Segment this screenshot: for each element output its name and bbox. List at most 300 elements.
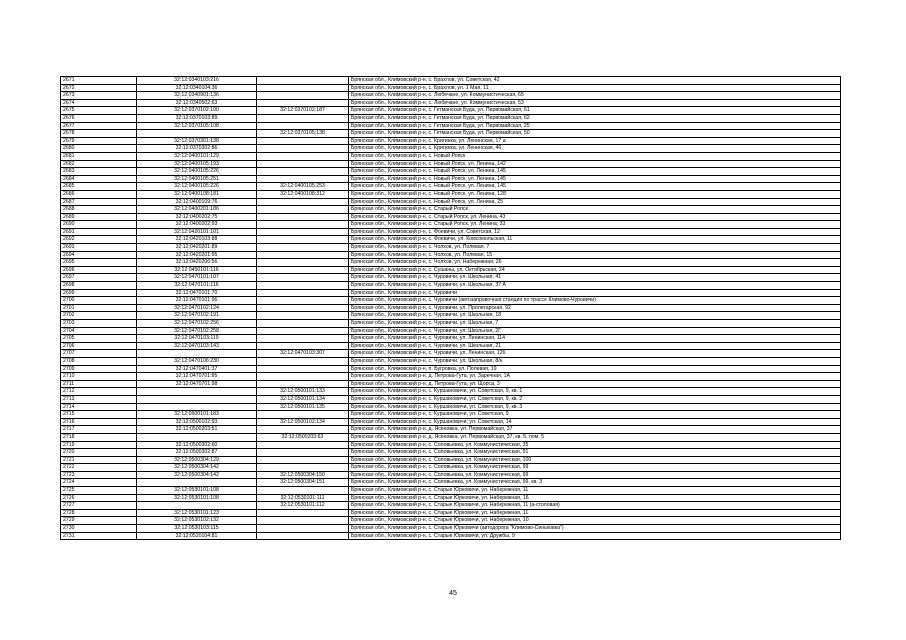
- cadastral-number-cell: 32:12:0400108:181: [137, 190, 257, 198]
- page-number: 45: [449, 590, 457, 597]
- row-number-cell: 2727: [61, 502, 137, 510]
- address-cell: Брянская обл., Климовский р-н, с. Куршановичи, ул. Советская, 9: [349, 411, 841, 419]
- cadastral-number-cell: 32:12:0400105:226: [137, 183, 257, 191]
- row-number-cell: 2683: [61, 168, 137, 176]
- address-cell: Брянская обл., Климовский р-н, с. Старые Юрковичи, ул. Набережная, 10: [349, 517, 841, 525]
- address-cell: Брянская обл., Климовский р-н, с. Соловьевка, ул. Коммунистическая, 91: [349, 449, 841, 457]
- row-number-cell: 2723: [61, 471, 137, 479]
- table-row: [61, 221, 841, 229]
- related-cadastral-number-cell: 32:12:0500101:133: [257, 388, 349, 396]
- table-row: [61, 532, 841, 540]
- cadastral-number-cell: [137, 479, 257, 487]
- row-number-cell: 2725: [61, 487, 137, 495]
- related-cadastral-number-cell: [257, 92, 349, 100]
- table-row: [61, 403, 841, 411]
- cadastral-number-cell: 32:12:0370102:100: [137, 107, 257, 115]
- related-cadastral-number-cell: 32:12:0400108:312: [257, 190, 349, 198]
- table-row: [61, 84, 841, 92]
- row-number-cell: 2679: [61, 137, 137, 145]
- table-row: [61, 426, 841, 434]
- row-number-cell: 2692: [61, 236, 137, 244]
- address-cell: Брянская обл., Климовский р-н, с. Соловьевка, ул. Коммунистическая, 35: [349, 441, 841, 449]
- table-row: [61, 137, 841, 145]
- related-cadastral-number-cell: [257, 449, 349, 457]
- cadastral-number-cell: 32:12:0400202:75: [137, 213, 257, 221]
- related-cadastral-number-cell: [257, 517, 349, 525]
- row-number-cell: 2694: [61, 251, 137, 259]
- cadastral-number-cell: 32:12:0400109:76: [137, 198, 257, 206]
- related-cadastral-number-cell: [257, 509, 349, 517]
- row-number-cell: 2690: [61, 221, 137, 229]
- related-cadastral-number-cell: 32:12:0400105:253: [257, 183, 349, 191]
- cadastral-number-cell: 32:12:0370105:108: [137, 122, 257, 130]
- related-cadastral-number-cell: [257, 441, 349, 449]
- row-number-cell: 2710: [61, 373, 137, 381]
- table-row: [61, 335, 841, 343]
- table-row: [61, 130, 841, 138]
- related-cadastral-number-cell: 32:12:0500203:63: [257, 433, 349, 441]
- table-row: [61, 92, 841, 100]
- table-row: [61, 365, 841, 373]
- address-cell: Брянская обл., Климовский р-н, с. Соловьевка, ул. Коммунистическая, 99: [349, 471, 841, 479]
- table-row: [61, 327, 841, 335]
- cadastral-number-cell: 32:12:0470102:256: [137, 320, 257, 328]
- row-number-cell: 2711: [61, 380, 137, 388]
- cadastral-number-cell: 32:12:0470401:37: [137, 365, 257, 373]
- table-row: [61, 380, 841, 388]
- related-cadastral-number-cell: [257, 335, 349, 343]
- cadastral-number-cell: 32:12:0500304:142: [137, 464, 257, 472]
- cadastral-number-cell: 32:12:0500102:93: [137, 418, 257, 426]
- related-cadastral-number-cell: [257, 342, 349, 350]
- address-cell: Брянская обл., Климовский р-н, с. Чуровичи, ул. Школьная, 2Г: [349, 327, 841, 335]
- row-number-cell: 2728: [61, 509, 137, 517]
- address-cell: Брянская обл., Климовский р-н, с. Чуровичи, ул. Пролетарская, 92: [349, 304, 841, 312]
- address-cell: Брянская обл., Климовский р-н, с. Старые Юрковичи, ул. Набережная, 11: [349, 509, 841, 517]
- cadastral-number-cell: [137, 388, 257, 396]
- address-cell: Брянская обл., Климовский р-н, с. Новый Ропск, ул. Ленина, 25: [349, 198, 841, 206]
- cadastral-number-cell: 32:12:0400202:93: [137, 221, 257, 229]
- cadastral-number-cell: 32:12:0470103:119: [137, 335, 257, 343]
- row-number-cell: 2701: [61, 304, 137, 312]
- address-cell: Брянская обл., Климовский р-н, с. Старые Юрковичи, ул. Набережная, 11 (а-столовая): [349, 502, 841, 510]
- address-cell: Брянская обл., Климовский р-н, с. Чуровичи, ул. Школьная, 7: [349, 320, 841, 328]
- address-cell: Брянская обл., Климовский р-н, с. Куршановичи, ул. Советская, 14: [349, 418, 841, 426]
- related-cadastral-number-cell: [257, 213, 349, 221]
- table-row: [61, 282, 841, 290]
- row-number-cell: 2708: [61, 357, 137, 365]
- row-number-cell: 2704: [61, 327, 137, 335]
- row-number-cell: 2702: [61, 312, 137, 320]
- row-number-cell: 2674: [61, 99, 137, 107]
- cadastral-number-cell: 32:12:0470701:95: [137, 373, 257, 381]
- row-number-cell: 2680: [61, 145, 137, 153]
- related-cadastral-number-cell: [257, 312, 349, 320]
- related-cadastral-number-cell: [257, 84, 349, 92]
- table-row: [61, 289, 841, 297]
- related-cadastral-number-cell: [257, 373, 349, 381]
- table-row: [61, 479, 841, 487]
- cadastral-number-cell: 32:12:0420201:95: [137, 251, 257, 259]
- address-cell: Брянская обл., Климовский р-н, с. Гетманская Буда, ул. Первомайская, 50: [349, 130, 841, 138]
- row-number-cell: 2721: [61, 456, 137, 464]
- row-number-cell: 2712: [61, 388, 137, 396]
- address-cell: Брянская обл., Климовский р-н, с. Старый Ропск, ул. Ленина, 43: [349, 213, 841, 221]
- row-number-cell: 2688: [61, 206, 137, 214]
- related-cadastral-number-cell: [257, 411, 349, 419]
- cadastral-number-cell: 32:12:0500101:183: [137, 411, 257, 419]
- row-number-cell: 2715: [61, 411, 137, 419]
- row-number-cell: 2693: [61, 244, 137, 252]
- cadastral-number-cell: 32:12:0470101:116: [137, 282, 257, 290]
- table-row: [61, 77, 841, 85]
- related-cadastral-number-cell: 32:12:0470103:307: [257, 350, 349, 358]
- related-cadastral-number-cell: 32:12:0370102:187: [257, 107, 349, 115]
- table-row: [61, 259, 841, 267]
- cadastral-number-cell: 32:12:0470701:98: [137, 380, 257, 388]
- table-row: [61, 198, 841, 206]
- table-row: [61, 122, 841, 130]
- row-number-cell: 2720: [61, 449, 137, 457]
- address-cell: Брянская обл., Климовский р-н, с. Старые Юрковичи (автодорога "Климово-Сеньковка"): [349, 525, 841, 533]
- cadastral-number-cell: 32:12:0500304:129: [137, 456, 257, 464]
- row-number-cell: 2675: [61, 107, 137, 115]
- cadastral-number-cell: 32:12:0370302:86: [137, 145, 257, 153]
- cadastral-number-cell: 32:12:0400105:193: [137, 160, 257, 168]
- row-number-cell: 2729: [61, 517, 137, 525]
- table-row: [61, 304, 841, 312]
- address-cell: Брянская обл., Климовский р-н, д. Петрова-Гута, ул. Заречная, 1А: [349, 373, 841, 381]
- table-row: [61, 183, 841, 191]
- address-cell: Брянская обл., Климовский р-н, с. Старый Ропск: [349, 206, 841, 214]
- address-cell: Брянская обл., Климовский р-н, с. Чолхов, ул. Набережная, 26: [349, 259, 841, 267]
- related-cadastral-number-cell: [257, 532, 349, 540]
- related-cadastral-number-cell: 32:12:0500101:134: [257, 395, 349, 403]
- cadastral-number-cell: [137, 502, 257, 510]
- table-row: [61, 114, 841, 122]
- cadastral-number-cell: 32:12:0470101:96: [137, 297, 257, 305]
- address-cell: Брянская обл., Климовский р-н, с. Кригинка, ул. Ленинская, 46: [349, 145, 841, 153]
- cadastral-number-cell: 32:12:0500304:142: [137, 471, 257, 479]
- related-cadastral-number-cell: [257, 380, 349, 388]
- related-cadastral-number-cell: [257, 114, 349, 122]
- address-cell: Брянская обл., Климовский р-н, с. Любечане, ул. Коммунистическая, 65: [349, 92, 841, 100]
- cadastral-number-cell: 32:12:0340104:36: [137, 84, 257, 92]
- address-cell: Брянская обл., Климовский р-н, с. Гетманская Буда, ул. Первомайская, 25: [349, 122, 841, 130]
- table-row: [61, 145, 841, 153]
- related-cadastral-number-cell: [257, 320, 349, 328]
- related-cadastral-number-cell: [257, 77, 349, 85]
- address-cell: Брянская обл., Климовский р-н, с. Куршановичи, ул. Советская, 9, кв. 3: [349, 403, 841, 411]
- cadastral-number-cell: [137, 350, 257, 358]
- table-row: [61, 266, 841, 274]
- row-number-cell: 2707: [61, 350, 137, 358]
- table-row: [61, 297, 841, 305]
- address-cell: Брянская обл., Климовский р-н, с. Чолхов, ул. Полевая, 15: [349, 251, 841, 259]
- cadastral-number-cell: 32:12:0470101:107: [137, 274, 257, 282]
- address-cell: Брянская обл., Климовский р-н, с. Чуровичи: [349, 289, 841, 297]
- related-cadastral-number-cell: [257, 145, 349, 153]
- cadastral-number-cell: 32:12:0470103:143: [137, 342, 257, 350]
- address-cell: Брянская обл., Климовский р-н, с. Фоевичи, ул. Советская, 12: [349, 228, 841, 236]
- table-body: [61, 77, 841, 540]
- related-cadastral-number-cell: [257, 297, 349, 305]
- address-cell: Брянская обл., Климовский р-н, с. Чуровичи, ул. Школьная, 41: [349, 274, 841, 282]
- related-cadastral-number-cell: [257, 426, 349, 434]
- related-cadastral-number-cell: [257, 122, 349, 130]
- address-cell: Брянская обл., Климовский р-н, д. Ясеновка, ул. Первомайская, 37, кв. 5, пом. 5: [349, 433, 841, 441]
- row-number-cell: 2672: [61, 84, 137, 92]
- table-row: [61, 517, 841, 525]
- related-cadastral-number-cell: [257, 266, 349, 274]
- table-row: [61, 441, 841, 449]
- address-cell: Брянская обл., Климовский р-н, п. Бугровка, ул. Полевая, 19: [349, 365, 841, 373]
- cadastral-number-cell: [137, 433, 257, 441]
- address-cell: Брянская обл., Климовский р-н, с. Сушаны, ул. Октябрьская, 24: [349, 266, 841, 274]
- row-number-cell: 2676: [61, 114, 137, 122]
- table-row: [61, 373, 841, 381]
- cadastral-number-cell: 32:12:0340901:136: [137, 92, 257, 100]
- table-row: [61, 350, 841, 358]
- related-cadastral-number-cell: [257, 327, 349, 335]
- cadastral-number-cell: 32:12:0530101:108: [137, 487, 257, 495]
- table-row: [61, 509, 841, 517]
- address-cell: Брянская обл., Климовский р-н, с. Гетманская Буда, ул. Первомайская, 61: [349, 107, 841, 115]
- related-cadastral-number-cell: [257, 198, 349, 206]
- table-row: [61, 395, 841, 403]
- cadastral-number-cell: 32:12:0420101:101: [137, 228, 257, 236]
- table-row: [61, 357, 841, 365]
- cadastral-number-cell: 32:12:0340103:216: [137, 77, 257, 85]
- table-row: [61, 168, 841, 176]
- row-number-cell: 2671: [61, 77, 137, 85]
- address-cell: Брянская обл., Климовский р-н, с. Фоевичи, ул. Комсомольская, 11: [349, 236, 841, 244]
- related-cadastral-number-cell: 32:12:0500102:134: [257, 418, 349, 426]
- table-row: [61, 190, 841, 198]
- row-number-cell: 2681: [61, 152, 137, 160]
- row-number-cell: 2719: [61, 441, 137, 449]
- row-number-cell: 2685: [61, 183, 137, 191]
- related-cadastral-number-cell: [257, 99, 349, 107]
- table-row: [61, 471, 841, 479]
- table-row: [61, 433, 841, 441]
- row-number-cell: 2698: [61, 282, 137, 290]
- row-number-cell: 2697: [61, 274, 137, 282]
- related-cadastral-number-cell: [257, 525, 349, 533]
- related-cadastral-number-cell: [257, 456, 349, 464]
- address-cell: Брянская обл., Климовский р-н, с. Новый Ропск, ул. Ленина, 142: [349, 160, 841, 168]
- cadastral-number-cell: 32:12:0450101:116: [137, 266, 257, 274]
- cadastral-number-cell: [137, 403, 257, 411]
- address-cell: Брянская обл., Климовский р-н, с. Соловьевка, ул. Коммунистическая, 99: [349, 464, 841, 472]
- cadastral-number-cell: [137, 395, 257, 403]
- cadastral-number-cell: 32:12:0370103:89: [137, 114, 257, 122]
- cadastral-number-cell: 32:12:0420201:89: [137, 244, 257, 252]
- related-cadastral-number-cell: [257, 228, 349, 236]
- related-cadastral-number-cell: [257, 137, 349, 145]
- cadastral-number-cell: 32:12:0500302:87: [137, 449, 257, 457]
- row-number-cell: 2714: [61, 403, 137, 411]
- address-cell: Брянская обл., Климовский р-н, с. Чуровичи (автозаправочная станция по трассе Климово-Чуровичи): [349, 297, 841, 305]
- related-cadastral-number-cell: [257, 175, 349, 183]
- related-cadastral-number-cell: [257, 206, 349, 214]
- cadastral-number-cell: 32:12:0420206:56: [137, 259, 257, 267]
- row-number-cell: 2699: [61, 289, 137, 297]
- table-row: [61, 487, 841, 495]
- row-number-cell: 2687: [61, 198, 137, 206]
- table-row: [61, 312, 841, 320]
- row-number-cell: 2716: [61, 418, 137, 426]
- cadastral-number-cell: 32:12:0470106:230: [137, 357, 257, 365]
- cadastral-number-cell: 32:12:0500203:51: [137, 426, 257, 434]
- table-row: [61, 107, 841, 115]
- cadastral-number-cell: 32:12:0530101:108: [137, 494, 257, 502]
- related-cadastral-number-cell: [257, 221, 349, 229]
- table-row: [61, 449, 841, 457]
- row-number-cell: 2689: [61, 213, 137, 221]
- table-row: [61, 236, 841, 244]
- related-cadastral-number-cell: 32:12:0500304:150: [257, 471, 349, 479]
- property-table: [60, 76, 841, 540]
- table-row: [61, 99, 841, 107]
- cadastral-number-cell: 32:12:0470102:258: [137, 327, 257, 335]
- row-number-cell: 2713: [61, 395, 137, 403]
- table-row: [61, 418, 841, 426]
- related-cadastral-number-cell: [257, 365, 349, 373]
- address-cell: Брянская обл., Климовский р-н, с. Старые Юрковичи, ул. Набережная, 16: [349, 494, 841, 502]
- row-number-cell: 2686: [61, 190, 137, 198]
- address-cell: Брянская обл., Климовский р-н, с. Куршановичи, ул. Советская, 9, кв. 1: [349, 388, 841, 396]
- address-cell: Брянская обл., Климовский р-н, с. Чолхов, ул. Полевая, 7: [349, 244, 841, 252]
- row-number-cell: 2726: [61, 494, 137, 502]
- related-cadastral-number-cell: 32:12:0500304:151: [257, 479, 349, 487]
- related-cadastral-number-cell: [257, 160, 349, 168]
- table-row: [61, 213, 841, 221]
- cadastral-number-cell: 32:12:0470102:191: [137, 312, 257, 320]
- row-number-cell: 2677: [61, 122, 137, 130]
- related-cadastral-number-cell: 32:12:0530101:111: [257, 494, 349, 502]
- related-cadastral-number-cell: [257, 487, 349, 495]
- address-cell: Брянская обл., Климовский р-н, с. Чуровичи, ул. Школьная, 8/н: [349, 357, 841, 365]
- address-cell: Брянская обл., Климовский р-н, с. Брахлов, ул. Советская, 42: [349, 77, 841, 85]
- row-number-cell: 2722: [61, 464, 137, 472]
- related-cadastral-number-cell: [257, 357, 349, 365]
- cadastral-number-cell: 32:12:0520104:81: [137, 532, 257, 540]
- address-cell: Брянская обл., Климовский р-н, с. Чуровичи, ул. Школьная, 21: [349, 342, 841, 350]
- cadastral-number-cell: 32:12:0530101:123: [137, 509, 257, 517]
- cadastral-number-cell: 32:12:0400101:129: [137, 152, 257, 160]
- row-number-cell: 2700: [61, 297, 137, 305]
- related-cadastral-number-cell: 32:12:0500101:135: [257, 403, 349, 411]
- table-row: [61, 456, 841, 464]
- address-cell: Брянская обл., Климовский р-н, с. Старые Юрковичи, ул. Набережная, 11: [349, 487, 841, 495]
- row-number-cell: 2678: [61, 130, 137, 138]
- cadastral-number-cell: 32:12:0400105:226: [137, 168, 257, 176]
- address-cell: Брянская обл., Климовский р-н, с. Чуровичи, ул. Ленинская, 126: [349, 350, 841, 358]
- table-row: [61, 228, 841, 236]
- table-row: [61, 502, 841, 510]
- related-cadastral-number-cell: [257, 282, 349, 290]
- address-cell: Брянская обл., Климовский р-н, с. Кригинка, ул. Ленинская, 17 а: [349, 137, 841, 145]
- related-cadastral-number-cell: 32:12:0530101:112: [257, 502, 349, 510]
- row-number-cell: 2705: [61, 335, 137, 343]
- table-row: [61, 411, 841, 419]
- row-number-cell: 2695: [61, 259, 137, 267]
- row-number-cell: 2682: [61, 160, 137, 168]
- related-cadastral-number-cell: [257, 251, 349, 259]
- related-cadastral-number-cell: [257, 289, 349, 297]
- address-cell: Брянская обл., Климовский р-н, д. Петрова-Гута, ул. Щорса, 3: [349, 380, 841, 388]
- address-cell: Брянская обл., Климовский р-н, с. Чуровичи, ул. Школьная, 18: [349, 312, 841, 320]
- table-row: [61, 160, 841, 168]
- address-cell: Брянская обл., Климовский р-н, с. Новый Ропск, ул. Ленина, 145: [349, 183, 841, 191]
- row-number-cell: 2724: [61, 479, 137, 487]
- cadastral-number-cell: [137, 130, 257, 138]
- cadastral-number-cell: 32:12:0470102:124: [137, 304, 257, 312]
- address-cell: Брянская обл., Климовский р-н, с. Чуровичи, ул. Школьная, 37 А: [349, 282, 841, 290]
- related-cadastral-number-cell: [257, 259, 349, 267]
- address-cell: Брянская обл., Климовский р-н, с. Старые Юрковичи, ул. Дружбы, 9: [349, 532, 841, 540]
- cadastral-number-cell: 32:12:0530103:115: [137, 525, 257, 533]
- address-cell: Брянская обл., Климовский р-н, с. Любечане, ул. Коммунистическая, 53: [349, 99, 841, 107]
- table-row: [61, 388, 841, 396]
- related-cadastral-number-cell: [257, 168, 349, 176]
- table-row: [61, 342, 841, 350]
- address-cell: Брянская обл., Климовский р-н, с. Новый Ропск, ул. Ленина, 145: [349, 175, 841, 183]
- related-cadastral-number-cell: [257, 152, 349, 160]
- address-cell: Брянская обл., Климовский р-н, с. Брахлов, ул. 1 Мая, 11: [349, 84, 841, 92]
- address-cell: Брянская обл., Климовский р-н, с. Чуровичи, ул. Ленинская, 114: [349, 335, 841, 343]
- related-cadastral-number-cell: [257, 304, 349, 312]
- address-cell: Брянская обл., Климовский р-н, с. Старый Ропск, ул. Ленина, 33: [349, 221, 841, 229]
- table-row: [61, 320, 841, 328]
- row-number-cell: 2684: [61, 175, 137, 183]
- related-cadastral-number-cell: [257, 244, 349, 252]
- table-row: [61, 175, 841, 183]
- address-cell: Брянская обл., Климовский р-н, с. Новый Ропск: [349, 152, 841, 160]
- row-number-cell: 2731: [61, 532, 137, 540]
- row-number-cell: 2718: [61, 433, 137, 441]
- row-number-cell: 2730: [61, 525, 137, 533]
- row-number-cell: 2673: [61, 92, 137, 100]
- row-number-cell: 2703: [61, 320, 137, 328]
- address-cell: Брянская обл., Климовский р-н, с. Соловьевка, ул. Коммунистическая, 99, кв. 3: [349, 479, 841, 487]
- address-cell: Брянская обл., Климовский р-н, с. Новый Ропск, ул. Ленина, 128: [349, 190, 841, 198]
- related-cadastral-number-cell: [257, 274, 349, 282]
- table-row: [61, 274, 841, 282]
- address-cell: Брянская обл., Климовский р-н, с. Новый Ропск, ул. Ленина, 145: [349, 168, 841, 176]
- row-number-cell: 2706: [61, 342, 137, 350]
- cadastral-number-cell: 32:12:0400201:186: [137, 206, 257, 214]
- address-cell: Брянская обл., Климовский р-н, д. Ясеновка, ул. Первомайская, 37: [349, 426, 841, 434]
- table-row: [61, 464, 841, 472]
- address-cell: Брянская обл., Климовский р-н, с. Куршановичи, ул. Советская, 9, кв. 2: [349, 395, 841, 403]
- related-cadastral-number-cell: 32:12:0370105:138: [257, 130, 349, 138]
- table-row: [61, 525, 841, 533]
- table-row: [61, 244, 841, 252]
- table-row: [61, 251, 841, 259]
- cadastral-number-cell: 32:12:0530102:132: [137, 517, 257, 525]
- cadastral-number-cell: 32:12:0340502:63: [137, 99, 257, 107]
- related-cadastral-number-cell: [257, 236, 349, 244]
- row-number-cell: 2717: [61, 426, 137, 434]
- address-cell: Брянская обл., Климовский р-н, с. Гетманская Буда, ул. Первомайская, 62: [349, 114, 841, 122]
- cadastral-number-cell: 32:12:0470101:70: [137, 289, 257, 297]
- table-row: [61, 152, 841, 160]
- address-cell: Брянская обл., Климовский р-н, с. Соловьевка, ул. Коммунистическая, 100: [349, 456, 841, 464]
- table-row: [61, 206, 841, 214]
- related-cadastral-number-cell: [257, 464, 349, 472]
